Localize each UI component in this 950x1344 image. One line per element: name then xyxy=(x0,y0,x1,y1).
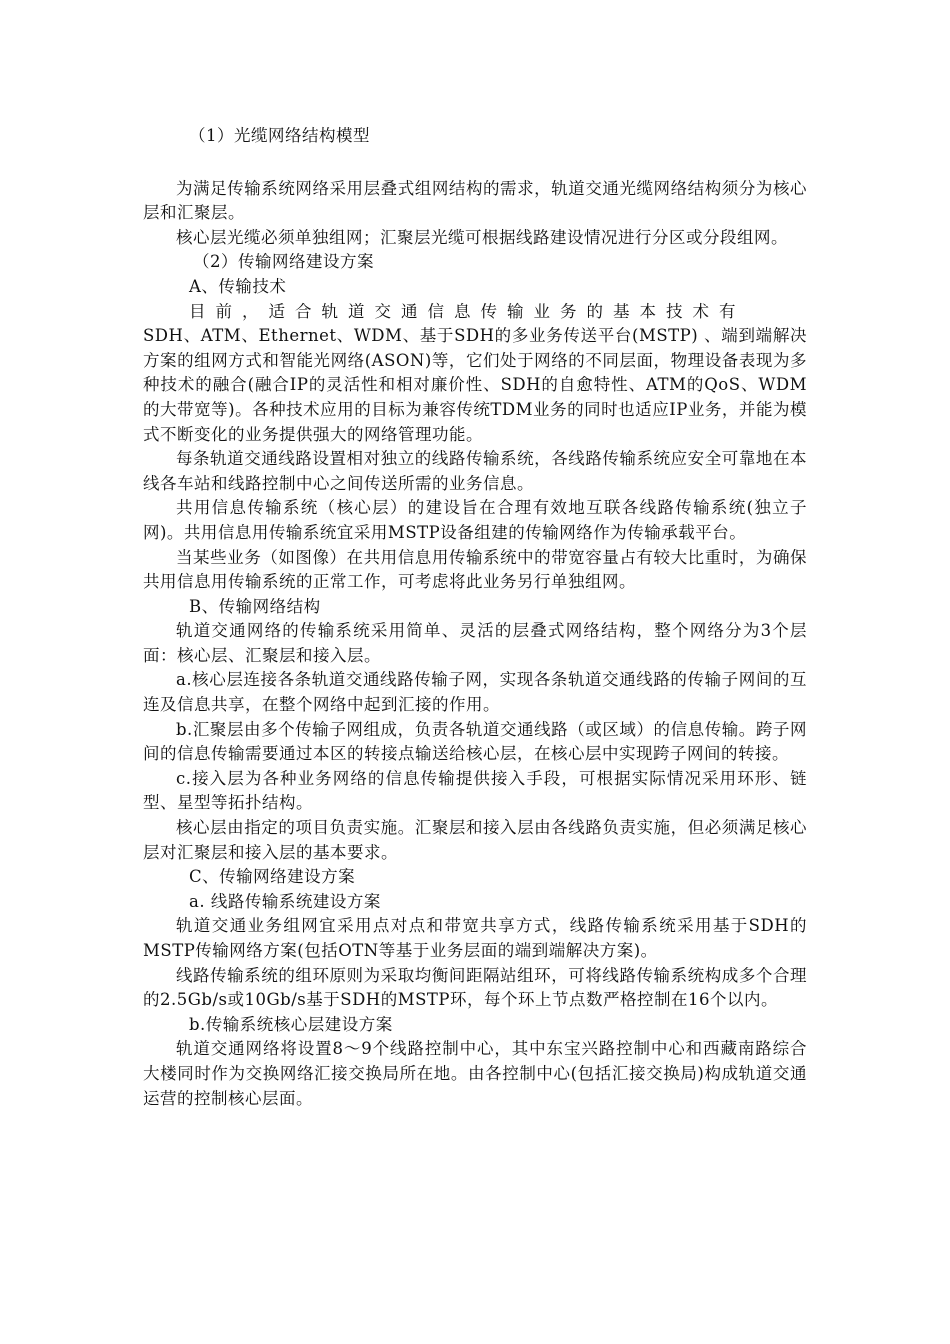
heading-transmission-network-plan: （2）传输网络建设方案 xyxy=(193,252,374,272)
paragraph: 轨道交通业务组网宜采用点对点和带宽共享方式，线路传输系统采用基于SDH的MSTP传输网络方案(包括OTN等基于业务层面的端到端解决方案)。 xyxy=(143,916,807,960)
paragraph: 轨道交通网络的传输系统采用简单、灵活的层叠式网络结构，整个网络分为3个层面：核心层、汇聚层和接入层。 xyxy=(143,621,807,665)
paragraph: 轨道交通网络将设置8～9个线路控制中心，其中东宝兴路控制中心和西藏南路综合大楼同时作为交换网络汇接交换局所在地。由各控制中心(包括汇接交换局)构成轨道交通运营的控制核心层面。 xyxy=(143,1039,807,1108)
heading-fiber-network-model: （1）光缆网络结构模型 xyxy=(189,126,370,145)
subsection-heading-b: b.传输系统核心层建设方案 xyxy=(189,1014,393,1034)
paragraph: 每条轨道交通线路设置相对独立的线路传输系统，各线路传输系统应安全可靠地在本线各车站和线路控制中心之间传送所需的业务信息。 xyxy=(143,449,807,493)
section-heading-b: B、传输网络结构 xyxy=(189,596,321,616)
document-body xyxy=(143,124,807,1111)
list-item-c: c.接入层为各种业务网络的信息传输提供接入手段，可根据实际情况采用环形、链型、星型等拓扑结构。 xyxy=(143,768,807,813)
paragraph-continued: SDH、ATM、Ethernet、WDM、基于SDH的多业务传送平台(MSTP) 、端到端解决方案的组网方式和智能光网络(ASON)等，它们处于网络的不同层面，物理设备表现为多种技术的融合(融合IP的灵活性和相对廉价性、SDH的自愈特性、ATM的QoS、WDM的大带宽等)。各种技术应用的目标为兼容传统TDM业务的同时也适应IP业务，并能为模式不断变化的业务提供强大的网络管理功能。 xyxy=(143,326,807,444)
list-item-b: b.汇聚层由多个传输子网组成，负责各轨道交通线路（或区域）的信息传输。跨子网间的信息传输需要通过本区的转接点输送给核心层，在核心层中实现跨子网间的转接。 xyxy=(143,719,807,764)
subsection-heading-a: a. 线路传输系统建设方案 xyxy=(189,891,381,911)
paragraph-lead: 目前，适合轨道交通信息传输业务的基本技术有 xyxy=(189,301,746,321)
paragraph: 核心层由指定的项目负责实施。汇聚层和接入层由各线路负责实施，但必须满足核心层对汇聚层和接入层的基本要求。 xyxy=(143,818,807,862)
paragraph: 为满足传输系统网络采用层叠式组网结构的需求，轨道交通光缆网络结构须分为核心层和汇聚层。 xyxy=(143,178,807,223)
paragraph: 核心层光缆必须单独组网；汇聚层光缆可根据线路建设情况进行分区或分段组网。 xyxy=(176,227,788,247)
paragraph-transmission-tech xyxy=(143,300,807,448)
paragraph: 线路传输系统的组环原则为采取均衡间距隔站组环，可将线路传输系统构成多个合理的2.5Gb/s或10Gb/s基于SDH的MSTP环，每个环上节点数严格控制在16个以内。 xyxy=(143,965,807,1010)
list-item-a: a.核心层连接各条轨道交通线路传输子网，实现各条轨道交通线路的传输子网间的互连及信息共享，在整个网络中起到汇接的作用。 xyxy=(143,670,807,715)
paragraph: 当某些业务（如图像）在共用信息用传输系统中的带宽容量占有较大比重时，为确保共用信息用传输系统的正常工作，可考虑将此业务另行单独组网。 xyxy=(143,547,807,592)
section-heading-c: C、传输网络建设方案 xyxy=(189,867,356,887)
paragraph: 共用信息传输系统（核心层）的建设旨在合理有效地互联各线路传输系统(独立子网)。共用信息用传输系统宜采用MSTP设备组建的传输网络作为传输承载平台。 xyxy=(143,498,807,542)
section-heading-a: A、传输技术 xyxy=(189,276,287,296)
